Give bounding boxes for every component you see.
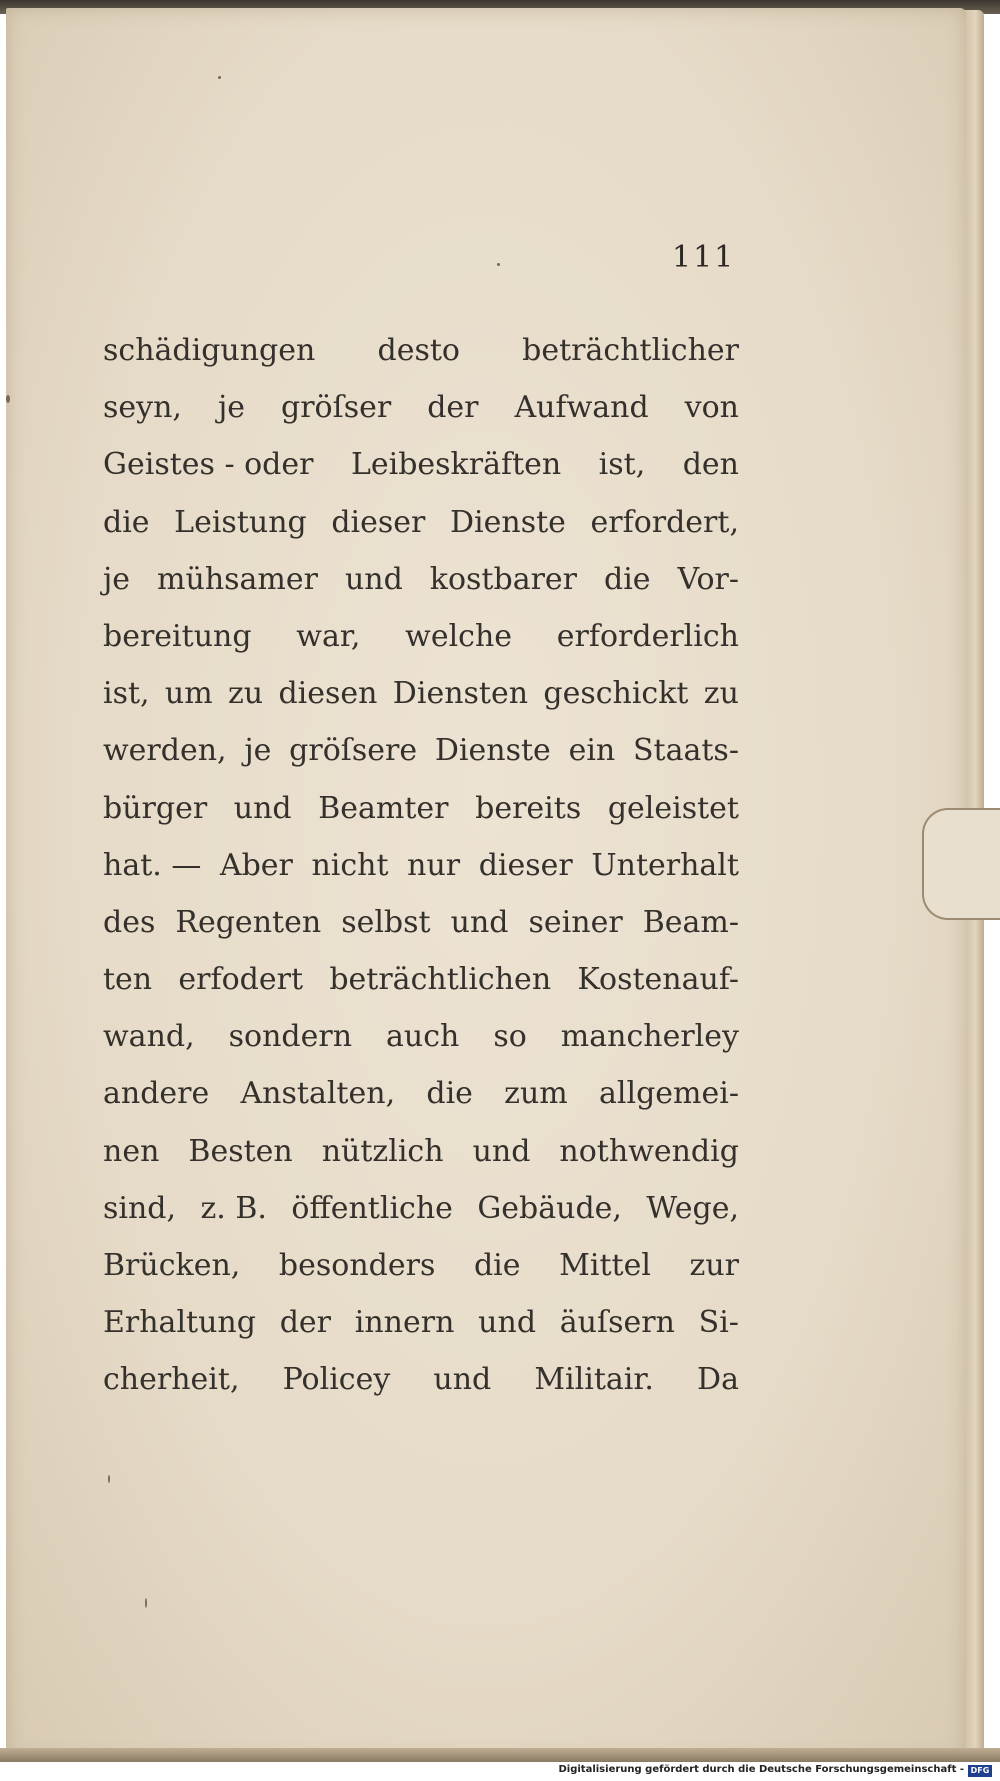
word: Leibeskräften <box>350 447 562 483</box>
word: auch <box>386 1019 460 1055</box>
word: Dienste <box>449 504 566 540</box>
word: werden, <box>103 733 227 769</box>
word: schädigungen <box>103 333 316 368</box>
word: ist, <box>598 447 646 483</box>
word: Dienste <box>434 733 551 769</box>
paper-speck <box>108 1475 110 1483</box>
word: Diensten <box>392 676 529 712</box>
word: hat. — <box>103 847 202 883</box>
word: je <box>244 733 272 769</box>
word: und <box>478 1305 537 1341</box>
word: Da <box>697 1362 739 1398</box>
text-line <box>103 379 739 436</box>
text-line <box>103 1123 739 1180</box>
word: bereits <box>475 790 582 826</box>
word: Aber <box>219 847 293 883</box>
word: nicht <box>311 847 389 883</box>
word: gröſser <box>281 390 392 426</box>
word: Wege, <box>646 1190 739 1226</box>
text-line <box>103 1351 739 1408</box>
word: mühsamer <box>157 561 318 597</box>
word: mancherley <box>560 1019 739 1055</box>
word: selbst <box>341 904 431 940</box>
text-line <box>103 951 739 1008</box>
word: und <box>472 1133 531 1169</box>
footer-bar <box>0 1762 1000 1781</box>
word: wand, <box>103 1019 195 1055</box>
word: beträchtlichen <box>329 962 552 998</box>
text-line <box>103 608 739 665</box>
word: je <box>217 390 246 426</box>
word: innern <box>354 1305 455 1341</box>
word: ist, <box>103 676 150 712</box>
word: nothwendig <box>559 1133 739 1169</box>
text-line <box>103 322 739 379</box>
text-line <box>103 894 739 951</box>
text-line <box>103 436 739 493</box>
word: nen <box>103 1133 160 1169</box>
word: ten <box>103 962 153 998</box>
word: äuſsern <box>559 1305 675 1341</box>
dfg-logo: DFG <box>968 1765 992 1777</box>
body-text <box>103 322 739 1409</box>
word: und <box>344 561 403 597</box>
word: Aufwand <box>514 390 649 426</box>
word: und <box>233 790 292 826</box>
word: Regenten <box>175 904 322 940</box>
text-line <box>103 780 739 837</box>
text-line <box>103 665 739 722</box>
word: bereitung <box>103 618 252 654</box>
word: besonders <box>278 1248 436 1283</box>
word: und <box>450 904 509 940</box>
word: bürger <box>103 790 208 826</box>
word: z. B. <box>200 1190 267 1226</box>
word: gröſsere <box>289 733 418 769</box>
digitization-credit: Digitalisierung gefördert durch die Deutsche Forschungsgemeinschaft - <box>558 1764 964 1775</box>
word: sind, <box>103 1190 177 1226</box>
text-line <box>103 1237 739 1294</box>
word: Mittel <box>559 1248 651 1283</box>
paper-speck <box>6 395 10 403</box>
paper-speck <box>218 76 221 79</box>
text-line <box>103 1065 739 1122</box>
word: öffentliche <box>291 1190 453 1226</box>
word: zum <box>504 1076 568 1112</box>
text-line <box>103 1008 739 1065</box>
word: zu <box>228 676 264 712</box>
word: um <box>164 676 213 712</box>
word: dieser <box>331 504 426 540</box>
word: und <box>433 1362 492 1398</box>
text-line <box>103 1180 739 1237</box>
text-line <box>103 722 739 779</box>
word: zur <box>689 1248 739 1283</box>
word: andere <box>103 1076 210 1112</box>
text-line <box>103 494 739 551</box>
scan-bottom-edge <box>0 1748 1000 1762</box>
word: cherheit, <box>103 1362 240 1398</box>
word: Gebäude, <box>477 1190 622 1226</box>
word: kostbarer <box>429 561 578 597</box>
word: nützlich <box>321 1133 444 1169</box>
paper-speck <box>145 1598 147 1608</box>
word: Kostenauf- <box>577 962 739 998</box>
word: geleistet <box>607 790 739 826</box>
word: Geistes - oder <box>103 447 314 483</box>
word: den <box>682 447 739 483</box>
text-line <box>103 551 739 608</box>
word: beträchtlicher <box>522 333 739 368</box>
word: nur <box>407 847 461 883</box>
word: welche <box>405 618 513 654</box>
text-line <box>103 837 739 894</box>
paper-speck <box>497 263 500 266</box>
word: war, <box>296 618 361 654</box>
page-tab-mark <box>922 808 1000 920</box>
word: Unterhalt <box>591 847 739 883</box>
word: die <box>426 1076 473 1112</box>
text-line <box>103 1294 739 1351</box>
word: Beam- <box>642 904 739 940</box>
word: Policey <box>282 1362 391 1398</box>
word: Anstalten, <box>240 1076 396 1112</box>
word: Brücken, <box>103 1248 241 1283</box>
word: Si- <box>698 1305 739 1341</box>
word: des <box>103 904 156 940</box>
word: dieser <box>478 847 573 883</box>
word: je <box>103 561 131 597</box>
word: Militair. <box>534 1362 654 1398</box>
word: die <box>473 1248 521 1283</box>
word: erfordert, <box>590 504 739 540</box>
word: erfodert <box>178 962 304 998</box>
word: diesen <box>278 676 378 712</box>
page-number: 111 <box>672 240 736 275</box>
word: Vor- <box>677 561 739 597</box>
word: desto <box>377 333 460 368</box>
word: von <box>684 390 739 426</box>
word: der <box>427 390 479 426</box>
word: ein <box>568 733 616 769</box>
word: Beamter <box>318 790 449 826</box>
word: Erhaltung <box>103 1305 256 1341</box>
word: so <box>493 1019 527 1055</box>
word: Leistung <box>174 504 307 540</box>
word: geschickt <box>543 676 689 712</box>
word: allgemei- <box>599 1076 739 1112</box>
word: die <box>103 504 150 540</box>
word: erforderlich <box>556 618 739 654</box>
word: seiner <box>528 904 623 940</box>
word: seyn, <box>103 390 182 426</box>
word: Besten <box>188 1133 293 1169</box>
word: Staats- <box>632 733 739 769</box>
word: zu <box>703 676 739 712</box>
word: der <box>279 1305 332 1341</box>
word: die <box>604 561 651 597</box>
word: sondern <box>228 1019 353 1055</box>
